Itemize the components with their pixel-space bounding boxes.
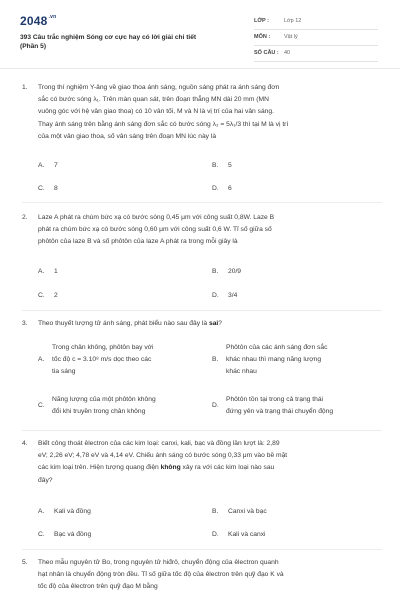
option-text: [52, 394, 202, 418]
document-meta: [254, 14, 378, 62]
question-number: 3.: [22, 320, 28, 327]
question-line: eV; 2,26 eV; 4,78 eV và 4,14 eV. Chiếu ánh sáng có bước sóng 0,33 μm vào bề mặt: [38, 452, 288, 460]
option-line: tia sáng: [52, 368, 76, 376]
option-letter: C.: [38, 402, 45, 409]
option-a[interactable]: [38, 268, 58, 275]
option-letter: B.: [212, 162, 219, 169]
option-letter: C.: [38, 292, 45, 299]
option-line: Phôtôn tồn tại trong cả trạng thái: [226, 396, 324, 403]
question-text: [38, 318, 380, 330]
option-text: Canxi và bạc: [228, 508, 267, 515]
question-text: [38, 212, 380, 249]
question-line: tốc độ của êlectron trên quỹ đạo M bằng: [38, 583, 158, 591]
option-line: Năng lượng của một phôtôn không: [52, 396, 156, 403]
option-c[interactable]: [38, 292, 58, 299]
question-line: phôtôn của laze B và số phôtôn của laze A phát ra trong mỗi giây là: [38, 238, 238, 246]
meta-class-row: [254, 14, 378, 30]
question-line: hạt nhân là chuyển động tròn đều. Tỉ số giữa tốc độ của êlectron trên quỹ đạo K và: [38, 571, 284, 579]
option-b[interactable]: [212, 508, 267, 515]
question-emphasis: sai: [208, 320, 219, 327]
question-divider: [22, 430, 382, 431]
question-4: [22, 438, 380, 487]
option-letter: D.: [212, 402, 219, 409]
meta-class-label: LỚP :: [254, 18, 269, 24]
question-emphasis: không: [160, 464, 181, 472]
question-5: [22, 557, 380, 594]
question-divider: [22, 202, 382, 203]
option-line: khác nhau thì mang năng lượng: [226, 356, 322, 364]
option-letter: A.: [38, 508, 45, 515]
option-letter: C.: [38, 531, 45, 538]
option-letter: D.: [212, 292, 219, 299]
option-text: Kali và đồng: [54, 508, 91, 515]
question-number: 5.: [22, 559, 28, 566]
option-letter: A.: [38, 162, 45, 169]
option-letter: D.: [212, 185, 219, 192]
option-d[interactable]: [212, 531, 266, 538]
header-divider: [0, 68, 400, 69]
question-divider: [22, 549, 382, 550]
option-c[interactable]: [38, 531, 91, 538]
meta-count-value: 40: [284, 50, 291, 56]
option-text: [226, 394, 376, 418]
title-line-1: 393 Câu trắc nghiệm Sóng cơ cực hay có lời giải chi tiết: [20, 34, 197, 41]
option-line: đứng yên và trạng thái chuyển động: [226, 408, 334, 416]
question-text: [38, 557, 380, 594]
option-line: tốc độ c = 3.10⁸ m/s dọc theo các: [52, 356, 152, 364]
question-1: [22, 82, 380, 143]
option-letter: B.: [212, 508, 219, 515]
option-a[interactable]: [38, 342, 208, 382]
question-line: Biết công thoát êlectron của các kim loại: canxi, kali, bạc và đồng lần lượt là: 2,89: [38, 440, 280, 447]
option-text: 20/9: [228, 268, 242, 275]
question-number: 2.: [22, 214, 28, 221]
option-text: 5: [228, 162, 232, 169]
question-divider: [22, 310, 382, 311]
question-line: Thay ánh sáng trên bằng ánh sáng đơn sắc có bước sóng λ₂ = 5λ₁/3 thì tại M là vị trí: [38, 120, 289, 128]
option-line: đổi khi truyền trong chân không: [52, 408, 146, 416]
document-header: [0, 0, 400, 60]
option-a[interactable]: [38, 162, 58, 169]
question-text-post: ?: [218, 320, 223, 327]
meta-subject-value: Vật lý: [284, 34, 298, 40]
logo-text: 2048: [20, 14, 48, 28]
option-d[interactable]: [212, 292, 237, 299]
question-line: sắc có bước sóng λ₁. Trên màn quan sát, trên đoạn thẳng MN dài 20 mm (MN: [38, 96, 269, 104]
option-d[interactable]: [212, 394, 382, 422]
meta-subject-label: MÔN :: [254, 34, 271, 40]
option-letter: B.: [212, 356, 219, 363]
option-line: khác nhau: [226, 368, 257, 376]
option-text: [52, 342, 202, 379]
option-text: 8: [54, 185, 58, 192]
question-text-post: xảy ra với các kim loại nào sau: [180, 464, 275, 472]
question-text: [38, 82, 380, 143]
option-letter: B.: [212, 268, 219, 275]
meta-subject-row: [254, 30, 378, 46]
option-text: 6: [228, 185, 232, 192]
option-b[interactable]: [212, 342, 382, 382]
question-line: của một vân giao thoa, số vân sáng trên đoạn MN lúc này là: [38, 132, 217, 140]
option-text: Bạc và đồng: [54, 531, 92, 538]
option-c[interactable]: [38, 185, 58, 192]
option-text: 1: [54, 268, 58, 275]
question-text-pre: các kim loại trên. Hiện tượng quang điện: [38, 464, 161, 472]
option-line: Phôtôn của các ánh sáng đơn sắc: [226, 344, 328, 351]
logo-suffix: .vn: [48, 14, 57, 20]
question-text-pre: Theo thuyết lượng tử ánh sáng, phát biểu nào sau đây là: [38, 320, 209, 327]
option-text: 3/4: [228, 292, 238, 299]
question-line: Trong thí nghiệm Y-âng về giao thoa ánh sáng, nguồn sáng phát ra ánh sáng đơn: [38, 84, 280, 91]
option-letter: A.: [38, 268, 45, 275]
question-line: phát ra chùm bức xạ có bước sóng 0,60 μm với công suất 0,6 W. Tỉ số giữa số: [38, 226, 272, 234]
option-c[interactable]: [38, 394, 208, 422]
meta-count-row: [254, 46, 378, 62]
option-letter: D.: [212, 531, 219, 538]
option-b[interactable]: [212, 162, 232, 169]
option-text: 2: [54, 292, 58, 299]
question-line: vuông góc với hệ vân giao thoa) có 10 vân tối, M và N là vị trí của hai vân sáng.: [38, 108, 274, 116]
question-line: Theo mẫu nguyên tử Bo, trong nguyên tử hiđrô, chuyển động của êlectron quanh: [38, 559, 279, 566]
option-text: 7: [54, 162, 58, 169]
question-3: [22, 318, 380, 330]
question-line: đây?: [38, 476, 53, 484]
option-line: Trong chân không, phôtôn bay với: [52, 344, 154, 351]
option-text: [226, 342, 376, 379]
question-line: Laze A phát ra chùm bức xạ có bước sóng 0,45 μm với công suất 0,8W. Laze B: [38, 214, 275, 221]
option-d[interactable]: [212, 185, 232, 192]
meta-count-label: SỐ CÂU :: [254, 50, 279, 56]
question-text: [38, 438, 380, 487]
meta-class-value: Lớp 12: [284, 18, 302, 24]
question-2: [22, 212, 380, 249]
question-line: [38, 462, 380, 474]
question-number: 4.: [22, 440, 28, 447]
title-line-2: (Phần 5): [20, 43, 47, 50]
site-logo[interactable]: [20, 14, 56, 28]
option-letter: A.: [38, 356, 45, 363]
option-a[interactable]: [38, 508, 91, 515]
document-title: [20, 33, 240, 51]
option-text: Kali và canxi: [228, 531, 266, 538]
option-letter: C.: [38, 185, 45, 192]
option-b[interactable]: [212, 268, 241, 275]
question-number: 1.: [22, 84, 28, 91]
